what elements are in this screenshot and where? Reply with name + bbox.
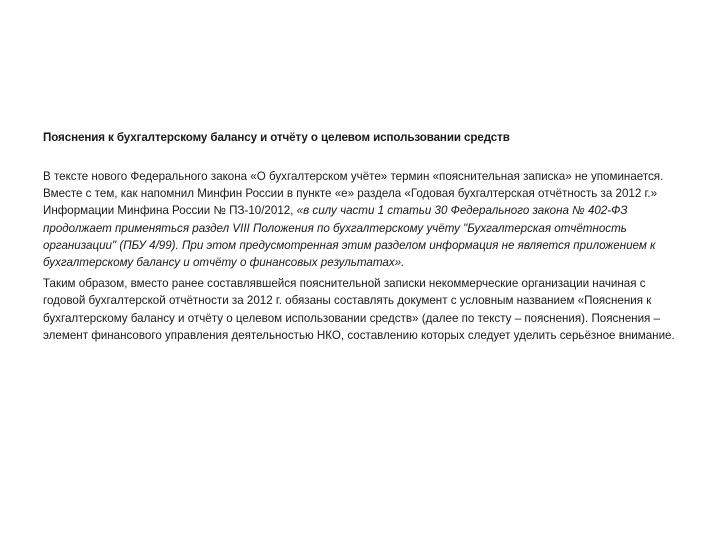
document-heading: Пояснения к бухгалтерскому балансу и отчёту о целевом использовании средств — [43, 131, 510, 144]
paragraph-1 — [43, 168, 683, 271]
paragraph-1-text: В тексте нового Федерального закона «О бухгалтерском учёте» термин «пояснительная записка» не упоминается. Вместе с тем, как напомнил Минфин России в пункте «е» раздела «Годовая бухгалтерская отчётность за 2012 г.» Информации Минфина России № ПЗ-10/2012, — [43, 170, 664, 218]
paragraph-1-quote: «в силу части 1 статьи 30 Федерального закона № 402-ФЗ продолжает применяться раздел VIII Положения по бухгалтерскому учёту "Бухгалтерская отчётность организации" (ПБУ 4/99). При этом предусмотренная этим разделом информация не является приложением к бухгалтерскому балансу и отчёту о финансовых результатах». — [43, 204, 656, 270]
document-body — [43, 168, 683, 344]
paragraph-2: Таким образом, вместо ранее составлявшейся пояснительной записки некоммерческие организации начиная с годовой бухгалтерской отчётности за 2012 г. обязаны составлять документ с условным названием «Пояснения к бухгалтерскому балансу и отчёту о целевом использовании средств» (далее по тексту – пояснения). Пояснения – элемент финансового управления деятельностью НКО, составлению которых следует уделить серьёзное внимание. — [43, 277, 675, 342]
